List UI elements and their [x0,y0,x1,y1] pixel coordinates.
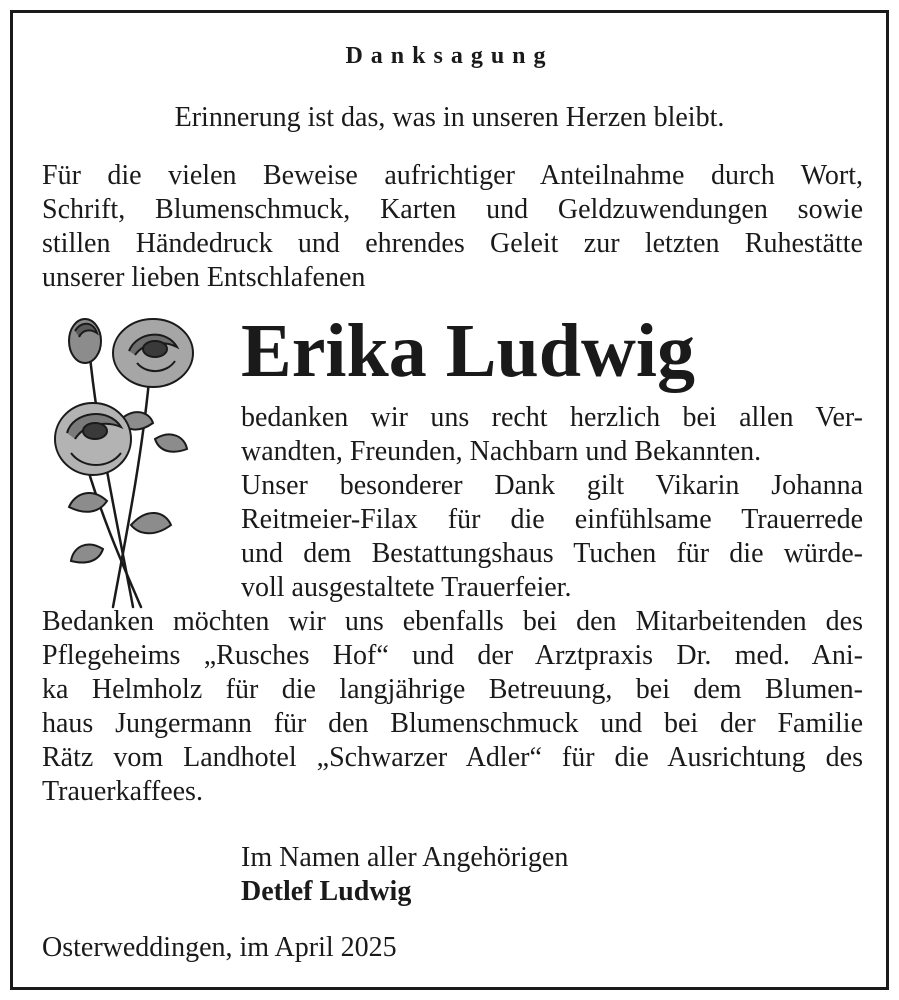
further-thanks-line: Pflegeheims „Rusches Hof“ und der Arztpraxis Dr. med. Ani- [42,640,863,671]
deceased-name: Erika Ludwig [241,309,696,393]
thanks-line: und dem Bestattungshaus Tuchen für die würde- [241,538,863,569]
on-behalf-line: Im Namen aller Angehörigen [241,842,569,873]
thanks-line: Unser besonderer Dank gilt Vikarin Johanna [241,470,863,501]
thanks-line: wandten, Freunden, Nachbarn und Bekannten. [241,436,762,467]
motto: Erinnerung ist das, was in unseren Herzen bleibt. [174,102,725,133]
signer-name: Detlef Ludwig [241,876,412,907]
further-thanks-line: Trauerkaffees. [42,776,203,807]
thanks-line: bedanken wir uns recht herzlich bei allen Ver- [241,402,863,433]
intro-line: Schrift, Blumenschmuck, Karten und Geldzuwendungen sowie [42,194,863,225]
further-thanks-line: ka Helmholz für die langjährige Betreuung, bei dem Blumen- [42,674,863,705]
intro-line: Für die vielen Beweise aufrichtiger Anteilnahme durch Wort, [42,160,863,191]
obituary-notice [10,10,889,990]
thanks-line: voll ausgestaltete Trauerfeier. [241,572,572,603]
notice-title: Danksagung [345,43,554,69]
roses-icon [37,311,207,611]
intro-line: unserer lieben Entschlafenen [42,262,366,293]
further-thanks-line: Bedanken möchten wir uns ebenfalls bei den Mitarbeitenden des [42,606,863,637]
place-date: Osterweddingen, im April 2025 [42,932,397,963]
further-thanks-line: Rätz vom Landhotel „Schwarzer Adler“ für die Ausrichtung des [42,742,863,773]
intro-line: stillen Händedruck und ehrendes Geleit zur letzten Ruhestätte [42,228,863,259]
further-thanks-line: haus Jungermann für den Blumenschmuck und bei der Familie [42,708,863,739]
thanks-line: Reitmeier-Filax für die einfühlsame Trauerrede [241,504,863,535]
